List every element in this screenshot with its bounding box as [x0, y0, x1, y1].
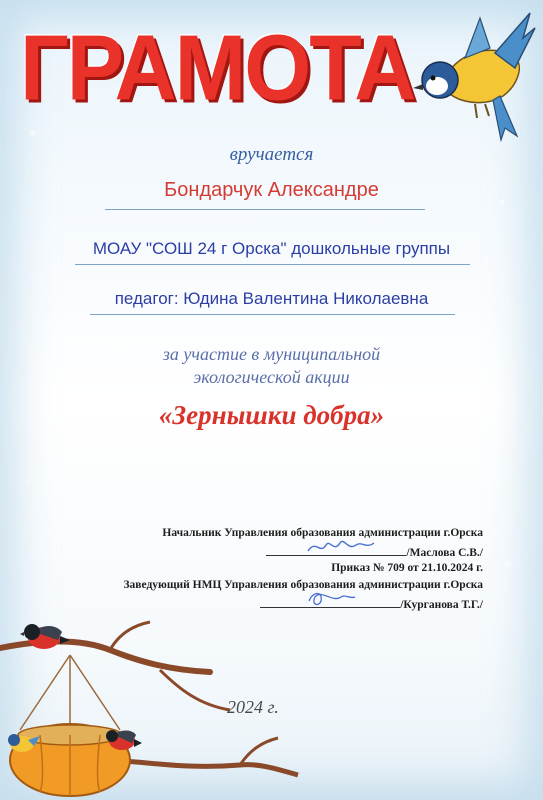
- signature-name-1: /Маслова С.В./: [406, 547, 483, 559]
- snowflake-icon: [18, 320, 25, 327]
- certificate-title: ГРАМОТА: [20, 16, 415, 120]
- organization-underline: [75, 264, 470, 265]
- recipient-underline: [105, 209, 425, 210]
- event-name: «Зернышки добра»: [158, 400, 385, 430]
- teacher-name: педагог: Юдина Валентина Николаевна: [114, 289, 429, 308]
- signature-name-2: /Курганова Т.Г./: [400, 599, 483, 611]
- certificate-year: 2024 г.: [227, 697, 279, 717]
- signature-row-1: [266, 545, 483, 559]
- signature-row-2: [260, 597, 483, 611]
- bullfinch-bird-icon: [102, 725, 142, 755]
- snowflake-icon: [30, 130, 36, 136]
- signature-line-2: [260, 597, 400, 608]
- titmouse-bird-icon: [4, 728, 40, 756]
- teacher-underline: [90, 314, 455, 315]
- organization-name: МОАУ "СОШ 24 г Орска" дошкольные группы: [92, 239, 451, 258]
- reason-line-2: экологической акции: [193, 367, 350, 387]
- snowflake-icon: [25, 480, 30, 485]
- signature-title-2: Заведующий НМЦ Управления образования администрации г.Орска: [123, 579, 483, 591]
- snowflake-icon: [505, 560, 512, 567]
- order-text: Приказ № 709 от 21.10.2024 г.: [331, 562, 483, 574]
- signature-title-1: Начальник Управления образования администрации г.Орска: [162, 527, 483, 539]
- recipient-name: Бондарчук Александре: [164, 179, 379, 201]
- reason-line-1: за участие в муниципальной: [162, 344, 381, 364]
- handwritten-signature-2: [305, 589, 365, 609]
- signature-line-1: [266, 545, 406, 556]
- handwritten-signature-1: [306, 537, 376, 557]
- awarded-label: вручается: [229, 144, 314, 165]
- bullfinch-bird-icon: [20, 618, 70, 654]
- titmouse-bird-icon: [405, 8, 540, 143]
